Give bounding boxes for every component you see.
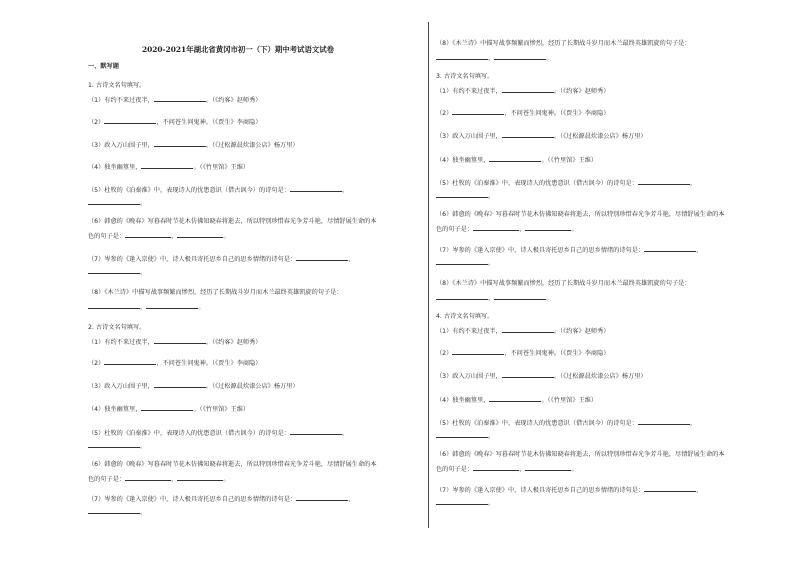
answer-blank[interactable] [88, 507, 140, 514]
answer-blank[interactable] [125, 474, 171, 481]
q1-item-1: （1）有约不来过夜半， 。（《约客》赵师秀） [88, 97, 262, 104]
answer-blank[interactable] [502, 131, 554, 138]
answer-blank[interactable] [436, 258, 488, 265]
q3-item-5: （5）杜牧的《泊秦淮》中，表现诗人的忧患意识（借古讽今）的诗句是： ， [436, 180, 697, 187]
q1-item-5-cont: 。 [88, 198, 146, 208]
answer-blank[interactable] [141, 404, 193, 411]
answer-blank[interactable] [88, 198, 140, 205]
answer-blank[interactable] [644, 485, 696, 492]
answer-blank[interactable] [88, 267, 140, 274]
answer-blank[interactable] [290, 185, 342, 192]
q2-item-8: （8）《木兰诗》中描写战事频繁而惨烈，经历了长期战斗岁月而木兰最终英雄凯旋的句子是： [436, 40, 691, 47]
q4-item-7-cont: 。 [436, 498, 494, 508]
answer-blank[interactable] [638, 418, 690, 425]
q4-item-3: （3）政入万山围子里， 。（《过松源晨炊漆公店》杨万里） [436, 373, 647, 380]
q2-item-5-cont: 。 [88, 441, 146, 451]
q3-item-3: （3）政入万山围子里， 。（《过松源晨炊漆公店》杨万里） [436, 133, 647, 140]
answer-blank[interactable] [436, 293, 488, 300]
q3-item-8-cont: ， 。 [436, 293, 552, 303]
q2-item-7: （7）岑参的《逢入京使》中，诗人极具寄托思乡自己的思乡情绪的诗句是： ， [88, 496, 355, 503]
q4-item-5-cont: 。 [436, 431, 494, 441]
q1-item-8: （8）《木兰诗》中描写战事频繁而惨烈，经历了长期战斗岁月而木兰最终英雄凯旋的句子是： [88, 289, 343, 296]
q3-item-7-cont: 。 [436, 258, 494, 268]
q4-item-1: （1）有约不来过夜半， 。（《约客》赵师秀） [436, 328, 610, 335]
q3-item-4: （4）独坐幽篁里， 。（《竹里馆》王维） [436, 157, 598, 164]
q2-item-3: （3）政入万山围子里， 。（《过松源晨炊漆公店》杨万里） [88, 383, 299, 390]
q4-item-6: （6）韩愈的《晚春》写暮春时节花木仿佛知晓春将逝去，所以特别珍惜春光争芳斗艳，尽情舒展生命的本 [436, 451, 725, 458]
section-heading: 一、默写题 [88, 63, 119, 70]
column-divider [428, 22, 429, 528]
answer-blank[interactable] [525, 464, 571, 471]
q4-item-6-cont: 色的句子是： ， 。 [436, 466, 578, 473]
answer-blank[interactable] [452, 108, 504, 115]
answer-blank[interactable] [154, 381, 206, 388]
q3-item-7: （7）岑参的《逢入京使》中，诗人极具寄托思乡自己的思乡情绪的诗句是： ， [436, 247, 703, 254]
q3-item-5-cont: 。 [436, 191, 494, 201]
answer-blank[interactable] [436, 191, 488, 198]
q2-item-6: （6）韩愈的《晚春》写暮春时节花木仿佛知晓春将逝去，所以特别珍惜春光争芳斗艳，尽情舒展生命的本 [88, 461, 377, 468]
q1-item-6-cont: 色的句子是： ， 。 [88, 233, 230, 240]
q1-item-6: （6）韩愈的《晚春》写暮春时节花木仿佛知晓春将逝去，所以特别珍惜春光争芳斗艳，尽情舒展生命的本 [88, 218, 377, 225]
q2-item-8-cont: ， 。 [436, 53, 552, 63]
q4-item-5: （5）杜牧的《泊秦淮》中，表现诗人的忧患意识（借古讽今）的诗句是： ， [436, 420, 697, 427]
q2-item-7-cont: 。 [88, 507, 146, 517]
answer-blank[interactable] [452, 348, 504, 355]
answer-blank[interactable] [177, 231, 223, 238]
answer-blank[interactable] [473, 224, 519, 231]
q3-heading: 3. 古诗文名句填写。 [436, 73, 494, 80]
exam-title: 2020-2021年湖北省黄冈市初一（下）期中考试语文试卷 [141, 45, 335, 54]
answer-blank[interactable] [489, 395, 541, 402]
q1-item-7: （7）岑参的《逢入京使》中，诗人极具寄托思乡自己的思乡情绪的诗句是： ， [88, 256, 355, 263]
answer-blank[interactable] [436, 53, 488, 60]
answer-blank[interactable] [489, 155, 541, 162]
answer-blank[interactable] [296, 494, 348, 501]
q2-item-5: （5）杜牧的《泊秦淮》中，表现诗人的忧患意识（借古讽今）的诗句是： ， [88, 430, 349, 437]
q4-item-7: （7）岑参的《逢入京使》中，诗人极具寄托思乡自己的思乡情绪的诗句是： ， [436, 487, 703, 494]
q3-item-1: （1）有约不来过夜半， 。（《约客》赵师秀） [436, 88, 610, 95]
answer-blank[interactable] [296, 254, 348, 261]
q1-item-8-cont: ， 。 [88, 302, 204, 312]
answer-blank[interactable] [502, 326, 554, 333]
q2-heading: 2. 古诗文名句填写。 [88, 324, 146, 331]
answer-blank[interactable] [290, 428, 342, 435]
answer-blank[interactable] [154, 337, 206, 344]
answer-blank[interactable] [154, 140, 206, 147]
q3-item-8: （8）《木兰诗》中描写战事频繁而惨烈，经历了长期战斗岁月而木兰最终英雄凯旋的句子是： [436, 280, 691, 287]
q1-item-7-cont: 。 [88, 267, 146, 277]
answer-blank[interactable] [525, 224, 571, 231]
q4-item-2: （2） ，不问苍生问鬼神。（《贾生》李商隐） [436, 350, 610, 357]
q2-item-4: （4）独坐幽篁里， 。（《竹里馆》王维） [88, 406, 250, 413]
q3-item-6: （6）韩愈的《晚春》写暮春时节花木仿佛知晓春将逝去，所以特别珍惜春光争芳斗艳，尽情舒展生命的本 [436, 211, 725, 218]
q4-heading: 4. 古诗文名句填写。 [436, 313, 494, 320]
q2-item-6-cont: 色的句子是： ， 。 [88, 476, 230, 483]
q2-item-2: （2） ，不问苍生问鬼神。（《贾生》李商隐） [88, 360, 262, 367]
q2-item-1: （1）有约不来过夜半， 。（《约客》赵师秀） [88, 339, 262, 346]
answer-blank[interactable] [104, 117, 156, 124]
q4-item-4: （4）独坐幽篁里， 。（《竹里馆》王维） [436, 397, 598, 404]
q1-heading: 1. 古诗文名句填写。 [88, 82, 146, 89]
q3-item-2: （2） ，不问苍生问鬼神。（《贾生》李商隐） [436, 110, 610, 117]
answer-blank[interactable] [494, 293, 546, 300]
answer-blank[interactable] [436, 431, 488, 438]
answer-blank[interactable] [494, 53, 546, 60]
answer-blank[interactable] [638, 178, 690, 185]
answer-blank[interactable] [502, 86, 554, 93]
answer-blank[interactable] [88, 441, 140, 448]
q1-item-4: （4）独坐幽篁里， 。（《竹里馆》王维） [88, 164, 250, 171]
q1-item-2: （2） ，不问苍生问鬼神。（《贾生》李商隐） [88, 119, 262, 126]
answer-blank[interactable] [125, 231, 171, 238]
answer-blank[interactable] [177, 474, 223, 481]
q1-item-3: （3）政入万山围子里， 。（《过松源晨炊漆公店》杨万里） [88, 142, 299, 149]
answer-blank[interactable] [141, 162, 193, 169]
answer-blank[interactable] [436, 498, 488, 505]
answer-blank[interactable] [644, 245, 696, 252]
answer-blank[interactable] [146, 302, 198, 309]
answer-blank[interactable] [104, 358, 156, 365]
q3-item-6-cont: 色的句子是： ， 。 [436, 226, 578, 233]
answer-blank[interactable] [502, 371, 554, 378]
answer-blank[interactable] [88, 302, 140, 309]
answer-blank[interactable] [473, 464, 519, 471]
q1-item-5: （5）杜牧的《泊秦淮》中，表现诗人的忧患意识（借古讽今）的诗句是： ， [88, 187, 349, 194]
answer-blank[interactable] [154, 95, 206, 102]
